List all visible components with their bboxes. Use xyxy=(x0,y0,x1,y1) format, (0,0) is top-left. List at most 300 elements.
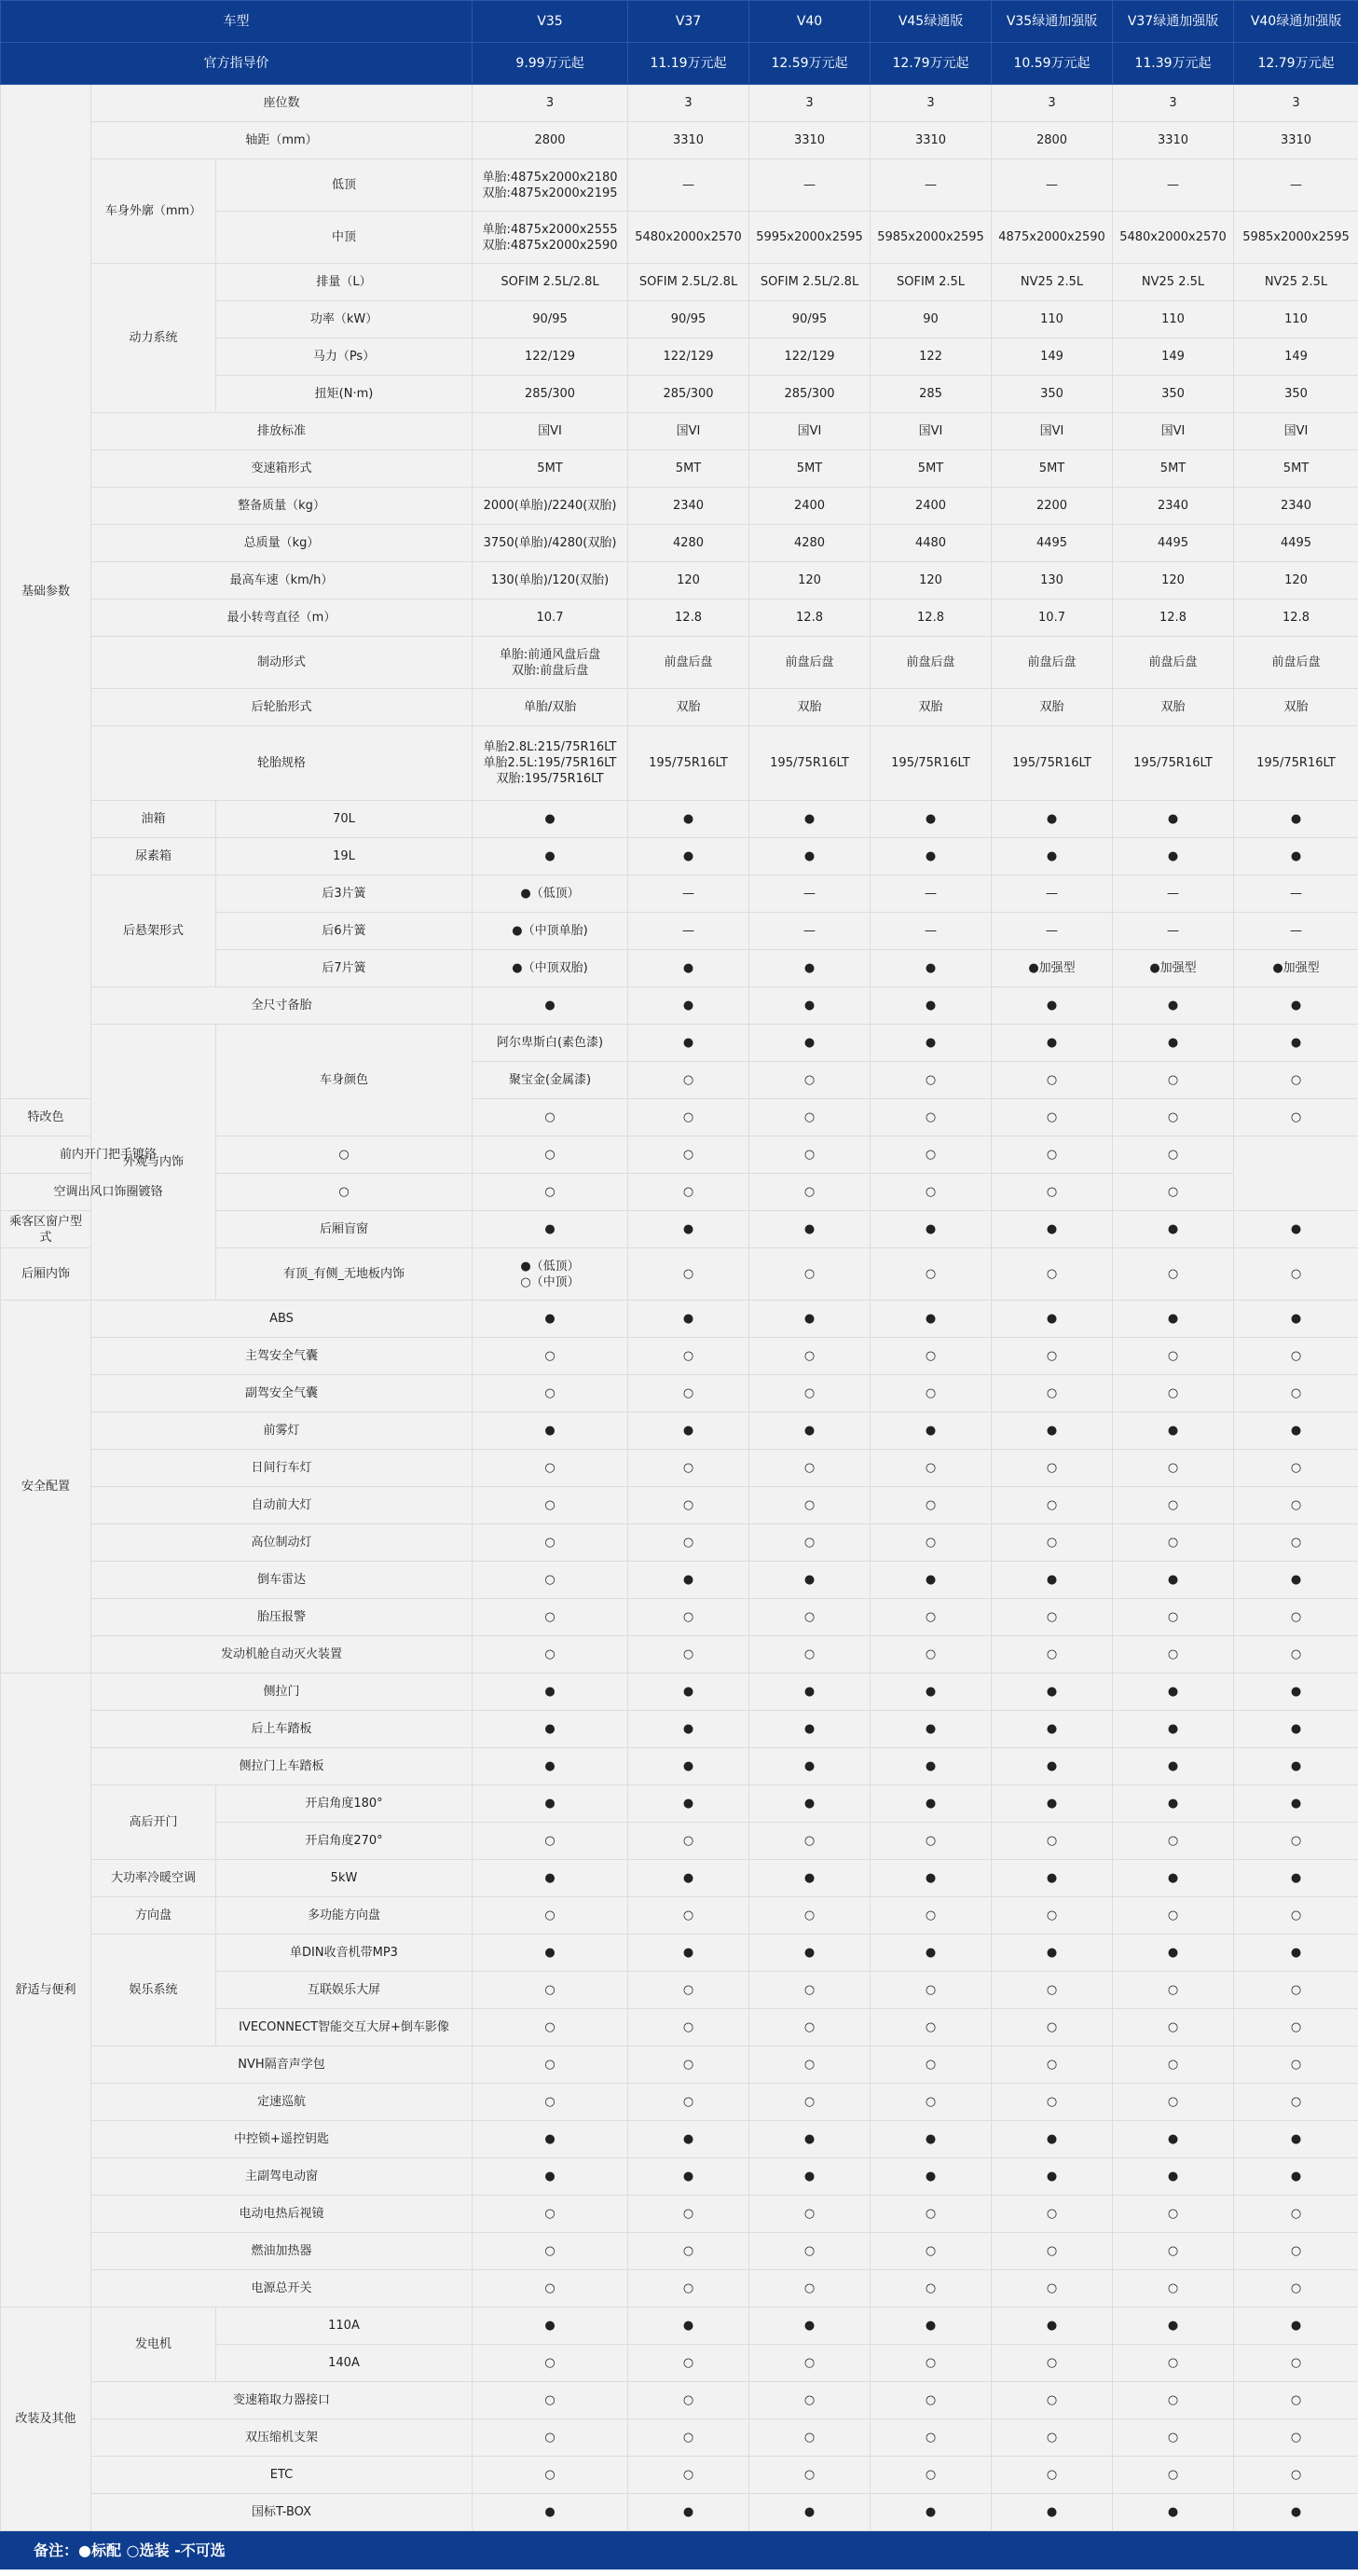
value-cell: ○ xyxy=(749,1972,871,2009)
value-cell: NV25 2.5L xyxy=(992,264,1113,301)
group-cell: 变速箱形式 xyxy=(91,450,473,488)
value-cell: — xyxy=(1113,913,1234,950)
spec-row xyxy=(1,1136,1358,1174)
value-cell: ● xyxy=(871,1674,992,1711)
spec-row xyxy=(1,637,1358,689)
value-cell: ○ xyxy=(871,2382,992,2419)
group-cell: 胎压报警 xyxy=(91,1599,473,1636)
value-cell: ● xyxy=(871,2307,992,2345)
value-cell: ● xyxy=(473,1674,628,1711)
value-cell: — xyxy=(992,913,1113,950)
value-cell: ● xyxy=(1234,801,1358,838)
value-cell: ● xyxy=(628,1711,749,1748)
value-cell: 149 xyxy=(992,338,1113,376)
spec-row xyxy=(1,1860,1358,1897)
legend-footer: 备注：●标配 ○选装 -不可选 xyxy=(0,2531,1358,2569)
group-cell: 前雾灯 xyxy=(91,1412,473,1450)
model-name: V40绿通加强版 xyxy=(1234,1,1358,43)
value-cell: ○ xyxy=(628,2233,749,2270)
header-price-row xyxy=(1,43,1358,85)
value-cell: ○ xyxy=(473,2233,628,2270)
value-cell: — xyxy=(1234,159,1358,212)
model-price: 9.99万元起 xyxy=(473,43,628,85)
group-cell: ETC xyxy=(91,2457,473,2494)
value-cell: ● xyxy=(1113,1674,1234,1711)
value-cell: ○ xyxy=(992,1636,1113,1674)
subitem-cell: 特改色 xyxy=(1,1099,91,1136)
value-cell: 10.7 xyxy=(992,599,1113,637)
spec-row xyxy=(1,450,1358,488)
value-cell: 12.8 xyxy=(1234,599,1358,637)
value-cell: 3310 xyxy=(1113,122,1234,159)
spec-row xyxy=(1,2158,1358,2196)
value-cell: ● xyxy=(749,987,871,1025)
group-cell: 最高车速（km/h） xyxy=(91,562,473,599)
value-cell: ○ xyxy=(1113,1338,1234,1375)
spec-row xyxy=(1,1785,1358,1823)
value-cell: ○ xyxy=(992,2233,1113,2270)
value-cell: — xyxy=(1234,913,1358,950)
group-cell: 电动电热后视镜 xyxy=(91,2196,473,2233)
value-cell: ○ xyxy=(749,2419,871,2457)
group-cell: 变速箱取力器接口 xyxy=(91,2382,473,2419)
value-cell: 5480x2000x2570 xyxy=(1113,212,1234,264)
group-cell: 侧拉门上车踏板 xyxy=(91,1748,473,1785)
value-cell: ● xyxy=(992,838,1113,875)
value-cell: ○ xyxy=(871,1062,992,1099)
value-cell: ○ xyxy=(1113,2196,1234,2233)
value-cell: ● xyxy=(1234,1785,1358,1823)
group-cell: 高位制动灯 xyxy=(91,1524,473,1562)
group-cell: 主驾安全气囊 xyxy=(91,1338,473,1375)
value-cell: ○ xyxy=(473,1099,628,1136)
value-cell: 5985x2000x2595 xyxy=(1234,212,1358,264)
value-cell: 单胎:前通风盘后盘 双胎:前盘后盘 xyxy=(473,637,628,689)
value-cell: 285 xyxy=(871,376,992,413)
value-cell: ○ xyxy=(871,2196,992,2233)
value-cell: ○ xyxy=(628,2382,749,2419)
spec-row xyxy=(1,2270,1358,2307)
spec-row xyxy=(1,525,1358,562)
group-cell: 后厢内饰 xyxy=(1,1248,91,1301)
value-cell: ○ xyxy=(1234,2009,1358,2046)
value-cell: ○ xyxy=(992,1599,1113,1636)
subitem-cell: 单DIN收音机带MP3 xyxy=(216,1935,473,1972)
value-cell: ○ xyxy=(473,1375,628,1412)
value-cell: ○ xyxy=(628,2345,749,2382)
value-cell: 4495 xyxy=(1113,525,1234,562)
subitem-cell: 110A xyxy=(216,2307,473,2345)
value-cell: ○ xyxy=(871,1972,992,2009)
value-cell: ○ xyxy=(1113,1062,1234,1099)
value-cell: ○ xyxy=(473,2084,628,2121)
group-cell: 方向盘 xyxy=(91,1897,216,1935)
value-cell: 国VI xyxy=(1113,413,1234,450)
spec-row xyxy=(1,1748,1358,1785)
value-cell: — xyxy=(749,913,871,950)
value-cell: ● xyxy=(1113,2158,1234,2196)
value-cell: — xyxy=(749,159,871,212)
value-cell: 12.8 xyxy=(749,599,871,637)
subitem-cell: 扭矩(N·m) xyxy=(216,376,473,413)
spec-row xyxy=(1,2046,1358,2084)
value-cell: ○ xyxy=(871,1248,992,1301)
category-cell: 基础参数 xyxy=(1,85,91,1099)
value-cell: 2340 xyxy=(1113,488,1234,525)
value-cell: ○ xyxy=(628,2419,749,2457)
subitem-cell: 后6片簧 xyxy=(216,913,473,950)
value-cell: ● xyxy=(992,1211,1113,1248)
value-cell: ● xyxy=(1234,2307,1358,2345)
value-cell: ○ xyxy=(1113,2419,1234,2457)
value-cell: 12.8 xyxy=(628,599,749,637)
spec-row xyxy=(1,2121,1358,2158)
value-cell: ○ xyxy=(871,2046,992,2084)
value-cell: ● xyxy=(871,1412,992,1450)
category-cell: 舒适与便利 xyxy=(1,1674,91,2307)
value-cell: ○ xyxy=(1113,1375,1234,1412)
value-cell: ○ xyxy=(1234,1248,1358,1301)
value-cell: ●加强型 xyxy=(1113,950,1234,987)
value-cell: ○ xyxy=(749,1375,871,1412)
spec-row xyxy=(1,875,1358,913)
value-cell: ● xyxy=(473,2494,628,2531)
value-cell: ● xyxy=(628,1211,749,1248)
value-cell: 350 xyxy=(1234,376,1358,413)
value-cell: ● xyxy=(1113,987,1234,1025)
model-price: 11.39万元起 xyxy=(1113,43,1234,85)
value-cell: ○ xyxy=(1113,1599,1234,1636)
value-cell: ○ xyxy=(992,2270,1113,2307)
value-cell: ○ xyxy=(992,1450,1113,1487)
spec-row xyxy=(1,726,1358,801)
value-cell: ● xyxy=(871,2121,992,2158)
model-price: 12.79万元起 xyxy=(871,43,992,85)
group-cell: 后轮胎形式 xyxy=(91,689,473,726)
value-cell: ○ xyxy=(473,1450,628,1487)
subitem-cell: 后厢盲窗 xyxy=(216,1211,473,1248)
spec-body xyxy=(1,85,1358,2531)
value-cell: 3 xyxy=(749,85,871,122)
value-cell: ● xyxy=(992,1412,1113,1450)
group-cell: 副驾安全气囊 xyxy=(91,1375,473,1412)
value-cell: ○ xyxy=(1234,2084,1358,2121)
value-cell: 前盘后盘 xyxy=(749,637,871,689)
value-cell: 双胎 xyxy=(1113,689,1234,726)
value-cell: ○ xyxy=(1234,2419,1358,2457)
subitem-cell: 互联娱乐大屏 xyxy=(216,1972,473,2009)
value-cell: ○ xyxy=(1113,2382,1234,2419)
value-cell: ○ xyxy=(1113,1487,1234,1524)
spec-row xyxy=(1,2494,1358,2531)
subitem-cell: 开启角度270° xyxy=(216,1823,473,1860)
value-cell: ○ xyxy=(871,2009,992,2046)
value-cell: — xyxy=(1113,159,1234,212)
value-cell: ○ xyxy=(992,1248,1113,1301)
value-cell: ● xyxy=(749,2121,871,2158)
value-cell: ○ xyxy=(473,1524,628,1562)
value-cell: ○ xyxy=(992,1174,1113,1211)
value-cell: ○ xyxy=(628,1450,749,1487)
value-cell: 110 xyxy=(992,301,1113,338)
value-cell: 12.8 xyxy=(871,599,992,637)
value-cell: 90/95 xyxy=(628,301,749,338)
value-cell: ○ xyxy=(871,2270,992,2307)
value-cell: ○ xyxy=(749,1599,871,1636)
value-cell: — xyxy=(628,913,749,950)
value-cell: ○ xyxy=(1113,1972,1234,2009)
value-cell: ● xyxy=(628,1412,749,1450)
value-cell: ● xyxy=(473,1711,628,1748)
value-cell: 3310 xyxy=(1234,122,1358,159)
value-cell: ● xyxy=(473,1301,628,1338)
value-cell: ● xyxy=(992,1562,1113,1599)
value-cell: ○ xyxy=(749,1823,871,1860)
value-cell: ○ xyxy=(992,1136,1113,1174)
value-cell: ○ xyxy=(871,1599,992,1636)
spec-row xyxy=(1,2307,1358,2345)
value-cell: 国VI xyxy=(992,413,1113,450)
value-cell: ○ xyxy=(1234,2233,1358,2270)
value-cell: ○ xyxy=(749,2046,871,2084)
group-cell: 倒车雷达 xyxy=(91,1562,473,1599)
value-cell: ● xyxy=(992,1711,1113,1748)
value-cell: ○ xyxy=(473,2270,628,2307)
value-cell: ○ xyxy=(216,1174,473,1211)
value-cell: ○ xyxy=(871,1450,992,1487)
header-model-row xyxy=(1,1,1358,43)
subitem-cell: 有顶_有侧_无地板内饰 xyxy=(216,1248,473,1301)
value-cell: ○ xyxy=(473,1136,628,1174)
value-cell: ○ xyxy=(749,1062,871,1099)
value-cell: ○ xyxy=(749,1136,871,1174)
value-cell: 110 xyxy=(1234,301,1358,338)
subitem-cell: 多功能方向盘 xyxy=(216,1897,473,1935)
spec-row xyxy=(1,1412,1358,1450)
value-cell: 12.8 xyxy=(1113,599,1234,637)
value-cell: ○ xyxy=(871,1136,992,1174)
value-cell: NV25 2.5L xyxy=(1234,264,1358,301)
value-cell: ○ xyxy=(1113,2270,1234,2307)
value-cell: 双胎 xyxy=(628,689,749,726)
value-cell: ● xyxy=(1234,1674,1358,1711)
value-cell: ● xyxy=(871,987,992,1025)
value-cell: ● xyxy=(992,801,1113,838)
value-cell: ● xyxy=(749,801,871,838)
value-cell: 4495 xyxy=(1234,525,1358,562)
value-cell: ○ xyxy=(749,2233,871,2270)
value-cell: SOFIM 2.5L/2.8L xyxy=(473,264,628,301)
model-name: V35绿通加强版 xyxy=(992,1,1113,43)
value-cell: ● xyxy=(749,1674,871,1711)
value-cell: 5MT xyxy=(628,450,749,488)
value-cell: ○ xyxy=(749,1897,871,1935)
value-cell: ● xyxy=(628,2158,749,2196)
value-cell: ● xyxy=(992,1674,1113,1711)
group-cell: 电源总开关 xyxy=(91,2270,473,2307)
value-cell: ● xyxy=(473,1860,628,1897)
value-cell: ○ xyxy=(1234,2046,1358,2084)
value-cell: ○ xyxy=(1234,1375,1358,1412)
group-cell: 高后开门 xyxy=(91,1785,216,1860)
value-cell: ○ xyxy=(628,1062,749,1099)
value-cell: ● xyxy=(473,801,628,838)
group-cell: 油箱 xyxy=(91,801,216,838)
value-cell: 2340 xyxy=(628,488,749,525)
value-cell: ● xyxy=(871,1562,992,1599)
value-cell: ● xyxy=(628,1674,749,1711)
group-cell: 发动机舱自动灭火装置 xyxy=(91,1636,473,1674)
value-cell: ○ xyxy=(628,1897,749,1935)
value-cell: ○ xyxy=(473,1338,628,1375)
value-cell: 国VI xyxy=(473,413,628,450)
value-cell: ○ xyxy=(1234,1823,1358,1860)
value-cell: ○ xyxy=(1234,2196,1358,2233)
spec-row xyxy=(1,801,1358,838)
spec-row xyxy=(1,1025,1358,1062)
value-cell: ● xyxy=(871,2158,992,2196)
group-cell: 日间行车灯 xyxy=(91,1450,473,1487)
model-price: 12.59万元起 xyxy=(749,43,871,85)
value-cell: 3 xyxy=(1234,85,1358,122)
value-cell: 前盘后盘 xyxy=(992,637,1113,689)
subitem-cell: 19L xyxy=(216,838,473,875)
value-cell: ○ xyxy=(749,1099,871,1136)
value-cell: ○ xyxy=(628,2196,749,2233)
spec-row xyxy=(1,689,1358,726)
value-cell: ● xyxy=(1234,1860,1358,1897)
spec-row xyxy=(1,122,1358,159)
model-price: 12.79万元起 xyxy=(1234,43,1358,85)
value-cell: 120 xyxy=(1113,562,1234,599)
group-cell: 乘客区窗户型式 xyxy=(1,1211,91,1248)
model-price: 10.59万元起 xyxy=(992,43,1113,85)
value-cell: ● xyxy=(1113,1785,1234,1823)
value-cell: — xyxy=(628,875,749,913)
value-cell: ○ xyxy=(992,1972,1113,2009)
value-cell: 3 xyxy=(871,85,992,122)
value-cell: 3310 xyxy=(871,122,992,159)
group-cell: 制动形式 xyxy=(91,637,473,689)
value-cell: ● xyxy=(749,1211,871,1248)
value-cell: 10.7 xyxy=(473,599,628,637)
value-cell: ○ xyxy=(628,2009,749,2046)
value-cell: 4875x2000x2590 xyxy=(992,212,1113,264)
value-cell: SOFIM 2.5L/2.8L xyxy=(628,264,749,301)
value-cell: ○ xyxy=(992,1375,1113,1412)
value-cell: ● xyxy=(871,1211,992,1248)
value-cell: ○ xyxy=(992,2196,1113,2233)
group-cell: 最小转弯直径（m） xyxy=(91,599,473,637)
value-cell: 国VI xyxy=(1234,413,1358,450)
value-cell: — xyxy=(871,913,992,950)
spec-row xyxy=(1,2196,1358,2233)
value-cell: 90/95 xyxy=(473,301,628,338)
value-cell: ○ xyxy=(473,1636,628,1674)
value-cell: ● xyxy=(749,1711,871,1748)
value-cell: 3310 xyxy=(628,122,749,159)
value-cell: ● xyxy=(1234,1025,1358,1062)
value-cell: ○ xyxy=(1234,1599,1358,1636)
value-cell: ○ xyxy=(1113,2046,1234,2084)
value-cell: ○ xyxy=(992,2419,1113,2457)
value-cell: ● xyxy=(628,1935,749,1972)
value-cell: ● xyxy=(871,950,992,987)
subitem-cell: 排量（L） xyxy=(216,264,473,301)
group-cell: 轮胎规格 xyxy=(91,726,473,801)
value-cell: ○ xyxy=(992,1897,1113,1935)
value-cell: ○ xyxy=(628,1823,749,1860)
value-cell: ● xyxy=(749,1412,871,1450)
group-cell: 双压缩机支架 xyxy=(91,2419,473,2457)
value-cell: ● xyxy=(1113,1711,1234,1748)
value-cell: ○ xyxy=(992,1338,1113,1375)
group-cell: 燃油加热器 xyxy=(91,2233,473,2270)
value-cell: 5995x2000x2595 xyxy=(749,212,871,264)
group-cell: 主副驾电动窗 xyxy=(91,2158,473,2196)
value-cell: 195/75R16LT xyxy=(628,726,749,801)
model-name: V35 xyxy=(473,1,628,43)
subitem-cell: 5kW xyxy=(216,1860,473,1897)
value-cell: — xyxy=(871,159,992,212)
value-cell: ○ xyxy=(1113,1136,1234,1174)
value-cell: ● xyxy=(1234,2494,1358,2531)
value-cell: SOFIM 2.5L/2.8L xyxy=(749,264,871,301)
value-cell: ● xyxy=(628,1860,749,1897)
spec-row xyxy=(1,1711,1358,1748)
value-cell: ● xyxy=(1234,1711,1358,1748)
value-cell: ●加强型 xyxy=(1234,950,1358,987)
value-cell: ○ xyxy=(473,1487,628,1524)
value-cell: ● xyxy=(871,1860,992,1897)
value-cell: ○ xyxy=(1234,1338,1358,1375)
value-cell: ○ xyxy=(628,1338,749,1375)
value-cell: ○ xyxy=(1234,2457,1358,2494)
value-cell: ● xyxy=(628,1562,749,1599)
value-cell: 2340 xyxy=(1234,488,1358,525)
value-cell: ○ xyxy=(871,2345,992,2382)
value-cell: ○ xyxy=(1113,1174,1234,1211)
value-cell: 前盘后盘 xyxy=(628,637,749,689)
value-cell: ○ xyxy=(1234,1972,1358,2009)
group-cell: 大功率冷暖空调 xyxy=(91,1860,216,1897)
value-cell: ● xyxy=(749,950,871,987)
value-cell: ● xyxy=(992,987,1113,1025)
spec-row xyxy=(1,1174,1358,1211)
spec-row xyxy=(1,562,1358,599)
value-cell: ○ xyxy=(1113,2233,1234,2270)
group-cell: 自动前大灯 xyxy=(91,1487,473,1524)
value-cell: ○ xyxy=(871,2457,992,2494)
subitem-cell: 聚宝金(金属漆) xyxy=(473,1062,628,1099)
value-cell: ○ xyxy=(992,1823,1113,1860)
value-cell: ○ xyxy=(628,1487,749,1524)
spec-row xyxy=(1,987,1358,1025)
value-cell: ○ xyxy=(1113,1636,1234,1674)
value-cell: ○ xyxy=(749,1524,871,1562)
subitem-cell: 开启角度180° xyxy=(216,1785,473,1823)
model-name: V45绿通版 xyxy=(871,1,992,43)
value-cell: — xyxy=(871,875,992,913)
value-cell: ○ xyxy=(473,2046,628,2084)
value-cell: ○ xyxy=(473,2196,628,2233)
value-cell: ● xyxy=(992,1025,1113,1062)
group-cell: 排放标准 xyxy=(91,413,473,450)
value-cell: ● xyxy=(1113,2494,1234,2531)
value-cell: ○ xyxy=(992,1524,1113,1562)
value-cell: ○ xyxy=(1234,1099,1358,1136)
value-cell: ○ xyxy=(628,2457,749,2494)
